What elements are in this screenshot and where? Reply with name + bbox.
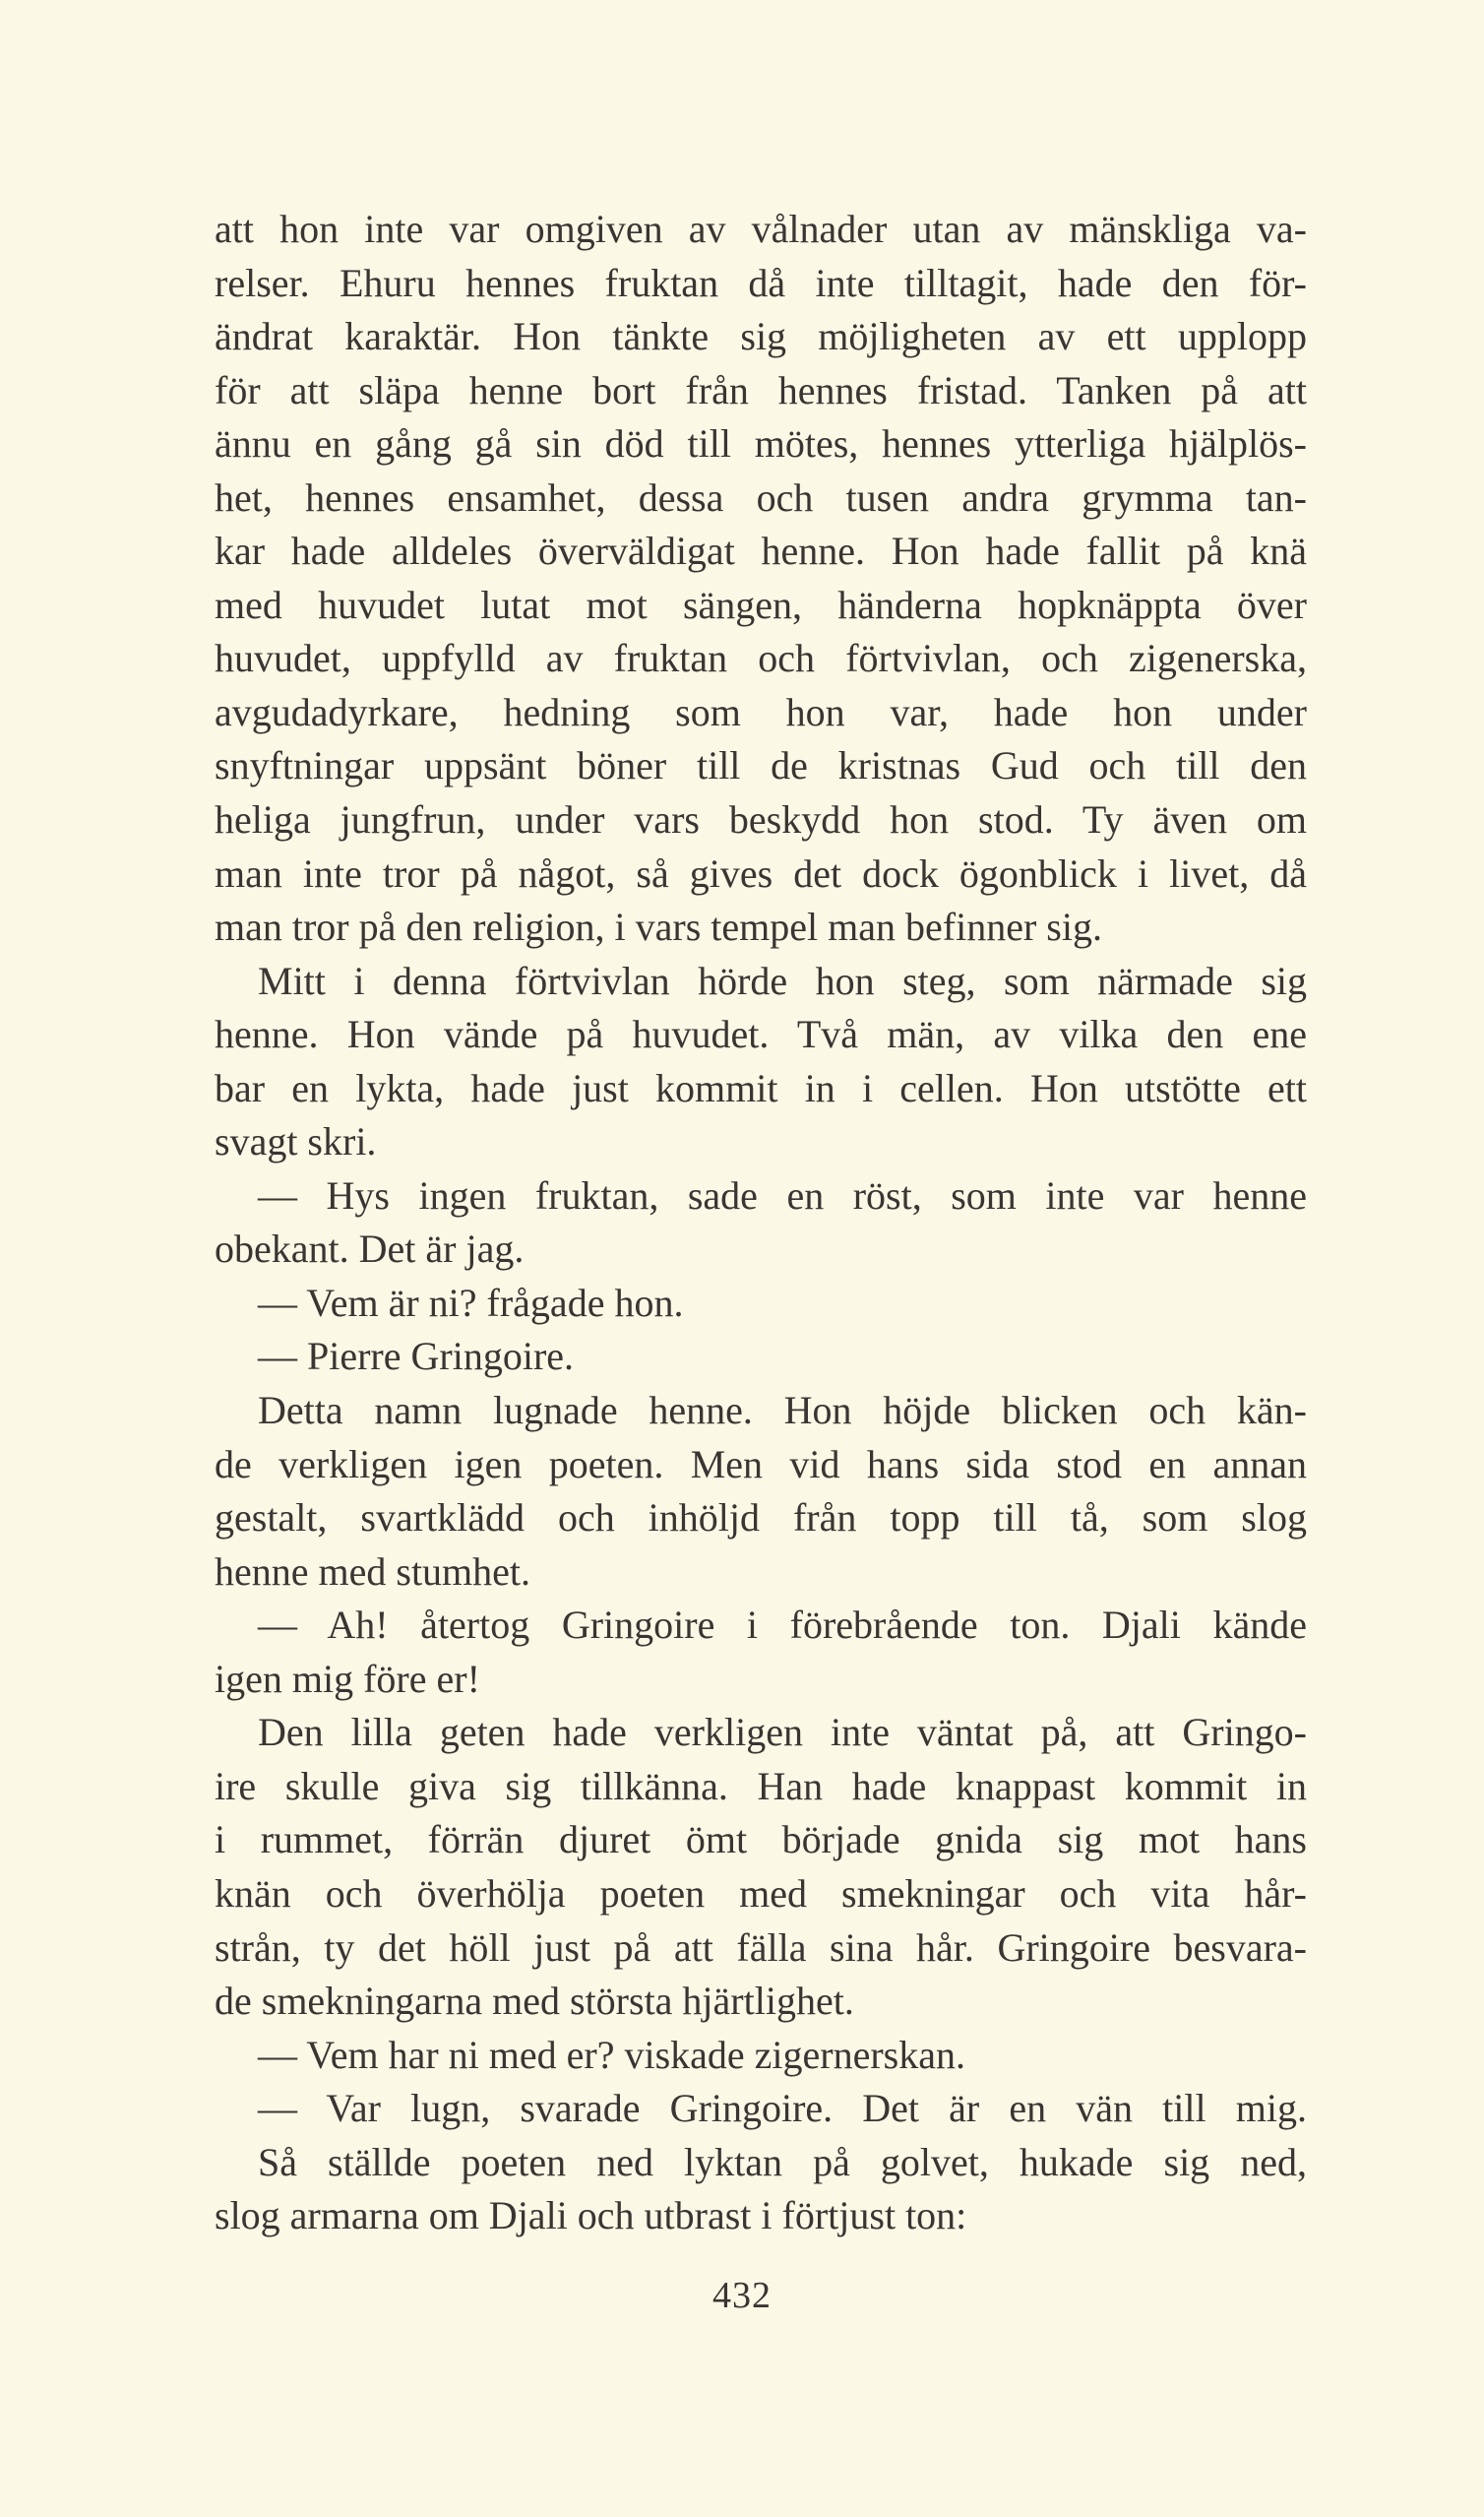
text-line: de verkligen igen poeten. Men vid hans sida stod en annan: [215, 1441, 1307, 1486]
text-line: henne med stumhet.: [215, 1548, 531, 1594]
text-line: de smekningarna med största hjärtlighet.: [215, 1979, 854, 2024]
text-line: heliga jungfrun, under vars beskydd hon stod. Ty även om: [215, 797, 1307, 843]
text-line: — Vem är ni? frågade hon.: [258, 1280, 684, 1325]
text-line: att hon inte var omgiven av vålnader utan av mänskliga va-: [215, 207, 1307, 251]
text-line: kar hade alldeles överväldigat henne. Hon hade fallit på knä: [215, 529, 1307, 574]
text-line: — Ah! återtog Gringoire i förebrående ton. Djali kände: [258, 1603, 1307, 1648]
text-line: ire skulle giva sig tillkänna. Han hade knappast kommit in: [215, 1763, 1307, 1808]
text-line: man inte tror på något, så gives det dock ögonblick i livet, då: [215, 850, 1307, 896]
text-line: ännu en gång gå sin död till mötes, hennes ytterliga hjälplös-: [215, 421, 1307, 467]
book-page-text: [215, 203, 1307, 2243]
text-line: snyftningar uppsänt böner till de kristnas Gud och till den: [215, 743, 1307, 788]
text-line: strån, ty det höll just på att fälla sina hår. Gringoire besvara-: [215, 1924, 1307, 1970]
text-line: i rummet, förrän djuret ömt började gnida sig mot hans: [215, 1817, 1307, 1862]
text-line: ändrat karaktär. Hon tänkte sig möjligheten av ett upplopp: [215, 314, 1307, 359]
text-line: bar en lykta, hade just kommit in i cellen. Hon utstötte ett: [215, 1065, 1307, 1110]
text-line: för att släpa henne bort från hennes fristad. Tanken på att: [215, 367, 1307, 412]
text-line: Den lilla geten hade verkligen inte väntat på, att Gringo-: [258, 1710, 1307, 1755]
text-line: henne. Hon vände på huvudet. Två män, av vilka den ene: [215, 1012, 1307, 1057]
text-line: Mitt i denna förtvivlan hörde hon steg, som närmade sig: [258, 958, 1307, 1003]
text-line: — Hys ingen fruktan, sade en röst, som inte var henne: [258, 1172, 1307, 1218]
text-line: svagt skri.: [215, 1119, 377, 1164]
text-line: Så ställde poeten ned lyktan på golvet, hukade sig ned,: [258, 2139, 1307, 2184]
text-line: med huvudet lutat mot sängen, händerna hopknäppta över: [215, 582, 1307, 627]
text-line: relser. Ehuru hennes fruktan då inte tilltagit, hade den för-: [215, 260, 1307, 305]
text-line: obekant. Det är jag.: [215, 1227, 525, 1272]
text-line: — Var lugn, svarade Gringoire. Det är en vän till mig.: [258, 2086, 1307, 2131]
text-line: gestalt, svartklädd och inhöljd från topp till tå, som slog: [215, 1495, 1307, 1541]
page-number: 432: [712, 2275, 772, 2316]
text-line: — Pierre Gringoire.: [258, 1334, 575, 1379]
text-line: igen mig före er!: [215, 1656, 480, 1701]
text-line: avgudadyrkare, hedning som hon var, hade hon under: [215, 689, 1307, 734]
text-line: Detta namn lugnade henne. Hon höjde blicken och kän-: [258, 1388, 1307, 1433]
text-line: knän och överhölja poeten med smekningar och vita hår-: [215, 1870, 1307, 1916]
text-line: slog armarna om Djali och utbrast i förtjust ton:: [215, 2193, 967, 2238]
text-line: huvudet, uppfylld av fruktan och förtvivlan, och zigenerska,: [215, 636, 1307, 681]
text-line: het, hennes ensamhet, dessa och tusen andra grymma tan-: [215, 474, 1307, 520]
text-line: man tror på den religion, i vars tempel man befinner sig.: [215, 905, 1102, 950]
text-line: — Vem har ni med er? viskade zigernerskan.: [258, 2032, 966, 2077]
